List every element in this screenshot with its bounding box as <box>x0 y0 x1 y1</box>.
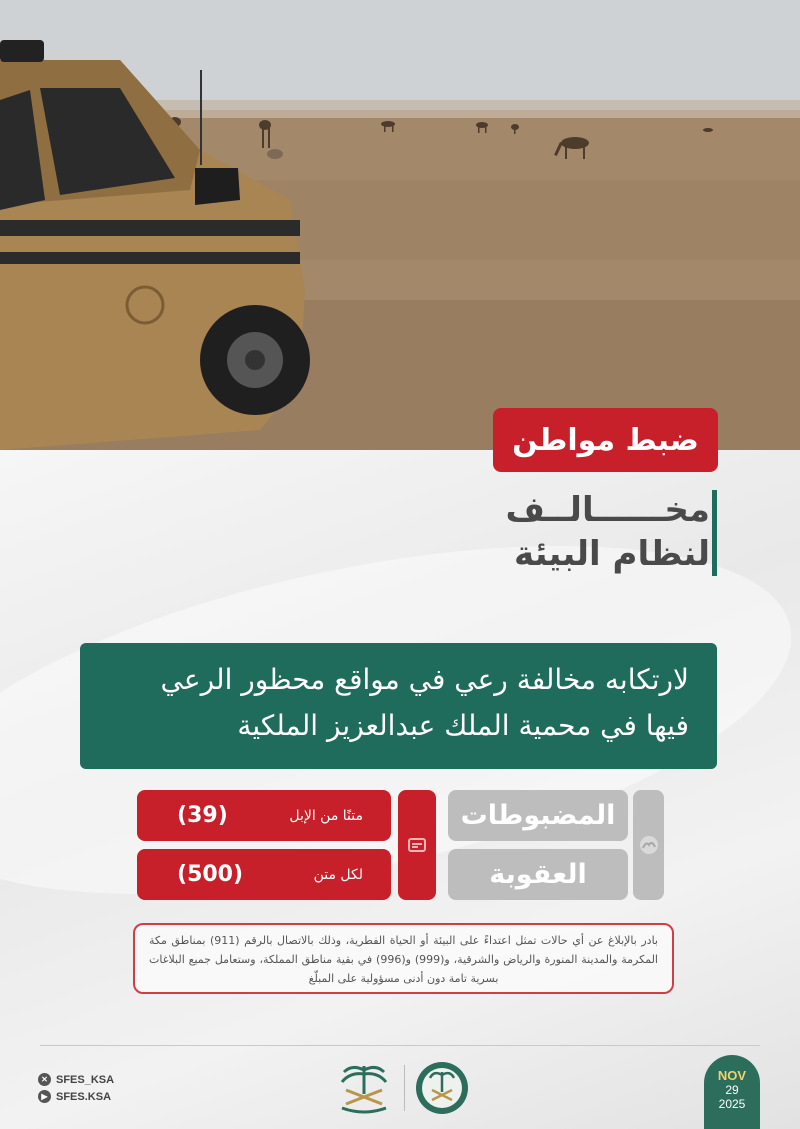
headline-accent-bar <box>712 490 717 576</box>
seized-label: المضبوطات <box>448 790 628 841</box>
date-day: 29 <box>725 1083 739 1097</box>
headline-subtitle-line2: لنظام البيئة <box>514 534 710 574</box>
youtube-icon: ▶ <box>38 1090 51 1103</box>
penalty-icon-pill <box>398 790 436 900</box>
desert-scene <box>0 0 800 450</box>
x-logo-icon: ✕ <box>38 1073 51 1086</box>
x-handle: SFES_KSA <box>56 1073 115 1086</box>
environment-force-emblem-icon <box>414 1060 470 1116</box>
penalty-value-row <box>137 849 391 900</box>
hero-photo <box>0 0 800 450</box>
seized-icon-pill <box>633 790 664 900</box>
footer-divider <box>40 1045 760 1046</box>
seized-unit: متنًا من الإبل <box>289 807 363 824</box>
youtube-handle-link[interactable] <box>38 1090 111 1103</box>
description-line2: فيها في محمية الملك عبدالعزيز الملكية <box>237 709 689 742</box>
date-month: NOV <box>717 1068 747 1083</box>
headline-red: ضبط مواطن <box>493 408 718 472</box>
document-icon <box>406 834 428 856</box>
seized-value: (39) <box>177 803 228 828</box>
palm-swords-emblem-icon <box>332 1060 396 1116</box>
seized-value-row <box>137 790 391 841</box>
penalty-value: (500) <box>177 862 244 887</box>
camel-icon <box>638 834 660 856</box>
saudi-emblem-logo <box>332 1060 396 1120</box>
date-year: 2025 <box>718 1097 746 1111</box>
x-handle-link[interactable] <box>38 1073 114 1086</box>
headline-subtitle-line1: مخــــــالــف <box>505 490 710 530</box>
youtube-handle: SFES.KSA <box>56 1090 112 1103</box>
penalty-label: العقوبة <box>448 849 628 900</box>
date-tag <box>704 1055 760 1129</box>
environment-force-logo <box>414 1060 470 1120</box>
logo-divider <box>404 1065 405 1111</box>
description-line1: لارتكابه مخالفة رعي في مواقع محظور الرعي <box>160 663 689 696</box>
description-banner <box>80 643 717 769</box>
penalty-unit: لكل متن <box>313 866 363 883</box>
report-notice: بادر بالإبلاغ عن أي حالات تمثل اعتداءً على البيئة أو الحياة الفطرية، وذلك بالاتصال بالرقم (911) بمناطق مكة المكرمة والمدينة المنورة والرياض والشرقية، و(999) و(996) في بقية مناطق المملكة، وستعامل جميع البلاغات بسرية تامة دون أدنى مسؤولية على المبلّغ <box>133 923 674 994</box>
headline-subtitle <box>440 488 710 576</box>
